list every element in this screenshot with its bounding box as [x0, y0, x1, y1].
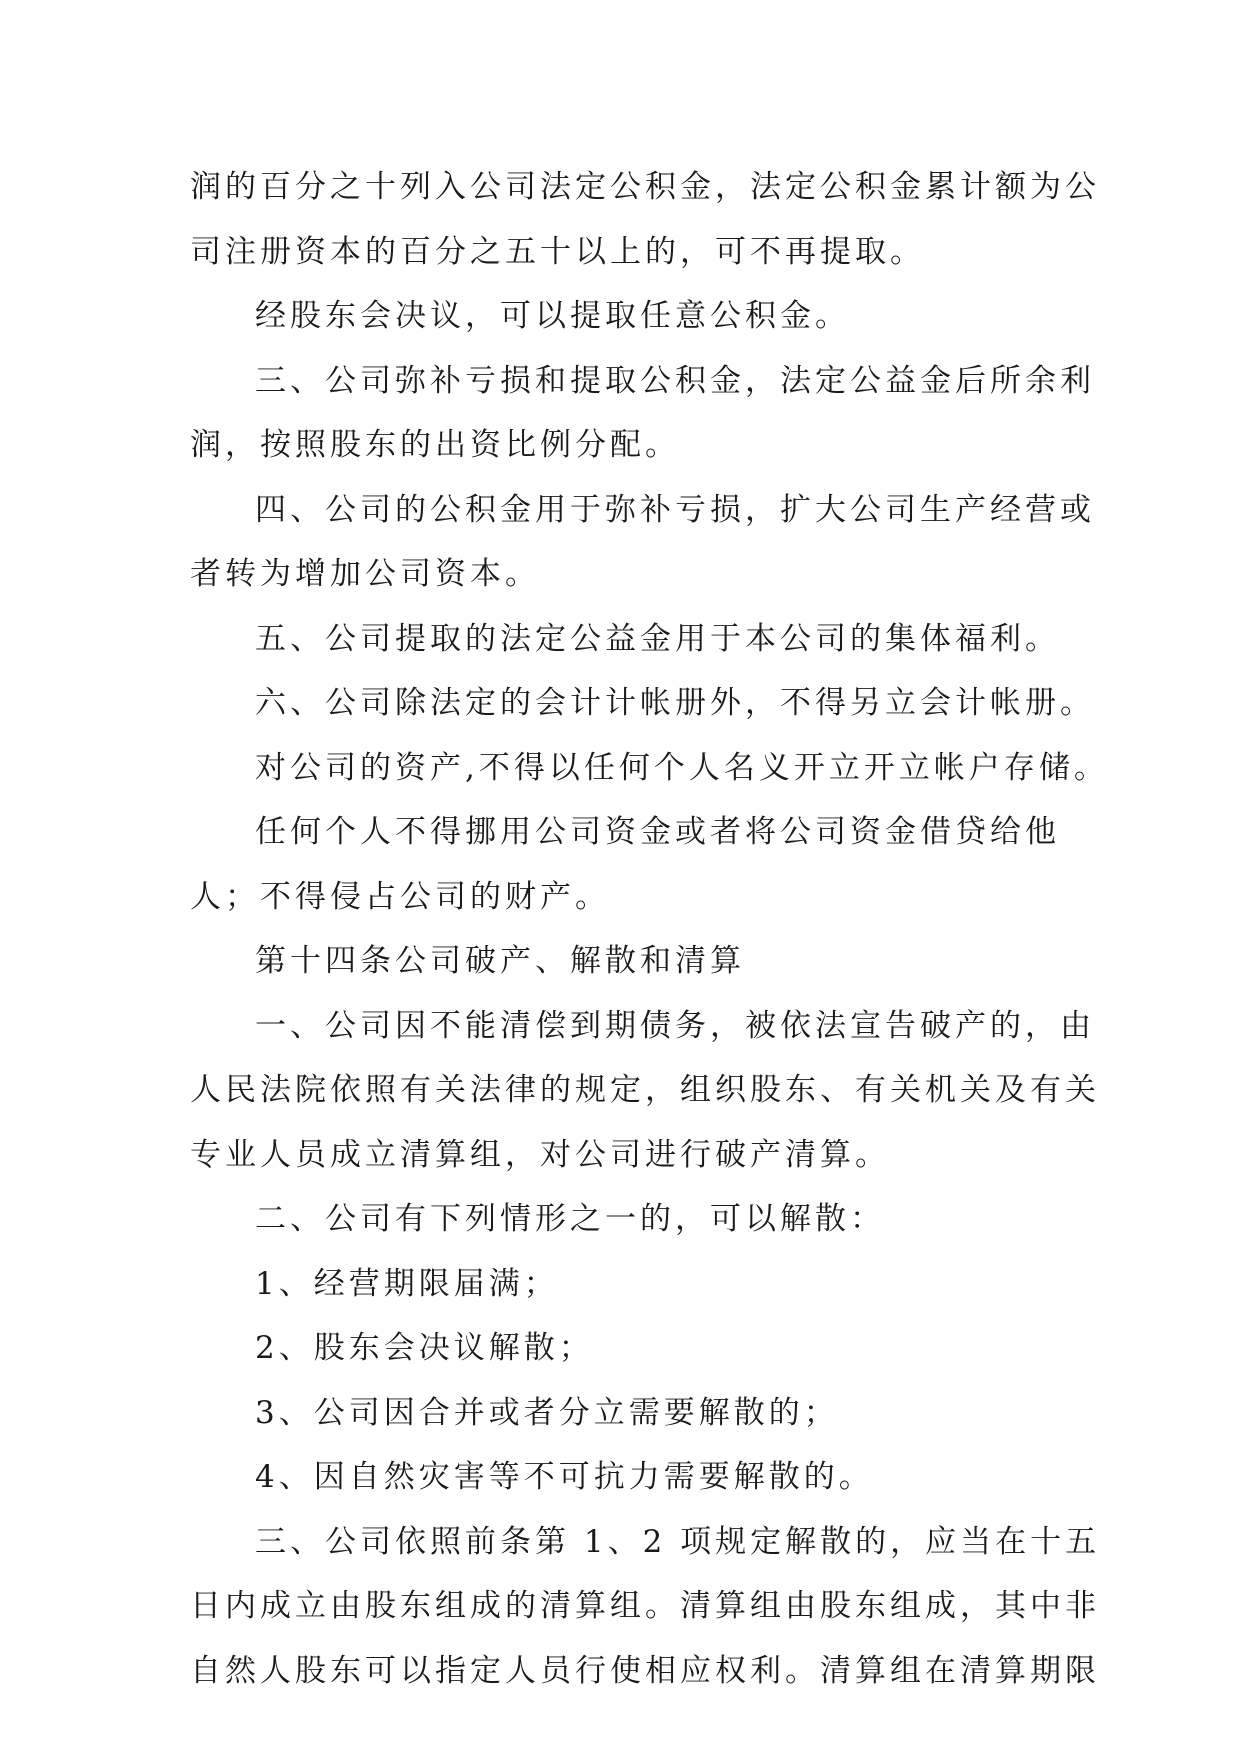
text-line: 润的百分之十列入公司法定公积金，法定公积金累计额为公 — [190, 169, 1100, 205]
text-line: 人；不得侵占公司的财产。 — [190, 878, 610, 915]
text-line: 1、经营期限届满； — [255, 1265, 559, 1302]
text-line: 四、公司的公积金用于弥补亏损，扩大公司生产经营或 — [255, 491, 1095, 528]
text-line: 2、股东会决议解散； — [255, 1330, 594, 1366]
text-line: 经股东会决议，可以提取任意公积金。 — [255, 298, 850, 334]
text-line: 3、公司因合并或者分立需要解散的； — [255, 1394, 839, 1431]
text-line: 二、公司有下列情形之一的，可以解散： — [255, 1201, 885, 1237]
text-line: 4、因自然灾害等不可抗力需要解散的。 — [255, 1459, 874, 1495]
text-line: 一、公司因不能清偿到期债务，被依法宣告破产的，由 — [255, 1007, 1095, 1044]
text-line: 第十四条公司破产、解散和清算 — [255, 943, 745, 979]
text-line: 专业人员成立清算组，对公司进行破产清算。 — [190, 1136, 890, 1173]
text-line: 者转为增加公司资本。 — [190, 556, 540, 592]
text-line: 对公司的资产,不得以任何个人名义开立开立帐户存储。 — [255, 749, 1109, 786]
text-line: 三、公司弥补亏损和提取公积金，法定公益金后所余利 — [255, 362, 1095, 399]
text-line: 润，按照股东的出资比例分配。 — [190, 427, 680, 463]
text-line: 六、公司除法定的会计计帐册外，不得另立会计帐册。 — [255, 685, 1095, 721]
text-line: 自然人股东可以指定人员行使相应权利。清算组在清算期限 — [190, 1652, 1100, 1689]
text-line: 日内成立由股东组成的清算组。清算组由股东组成，其中非 — [190, 1588, 1100, 1624]
text-line: 任何个人不得挪用公司资金或者将公司资金借贷给他 — [255, 814, 1060, 850]
text-line: 司注册资本的百分之五十以上的，可不再提取。 — [190, 233, 925, 270]
document-body — [190, 155, 1109, 1703]
text-line: 五、公司提取的法定公益金用于本公司的集体福利。 — [255, 620, 1060, 657]
text-line: 人民法院依照有关法律的规定，组织股东、有关机关及有关 — [190, 1072, 1100, 1108]
text-line: 三、公司依照前条第 1、2 项规定解散的，应当在十五 — [255, 1523, 1101, 1560]
